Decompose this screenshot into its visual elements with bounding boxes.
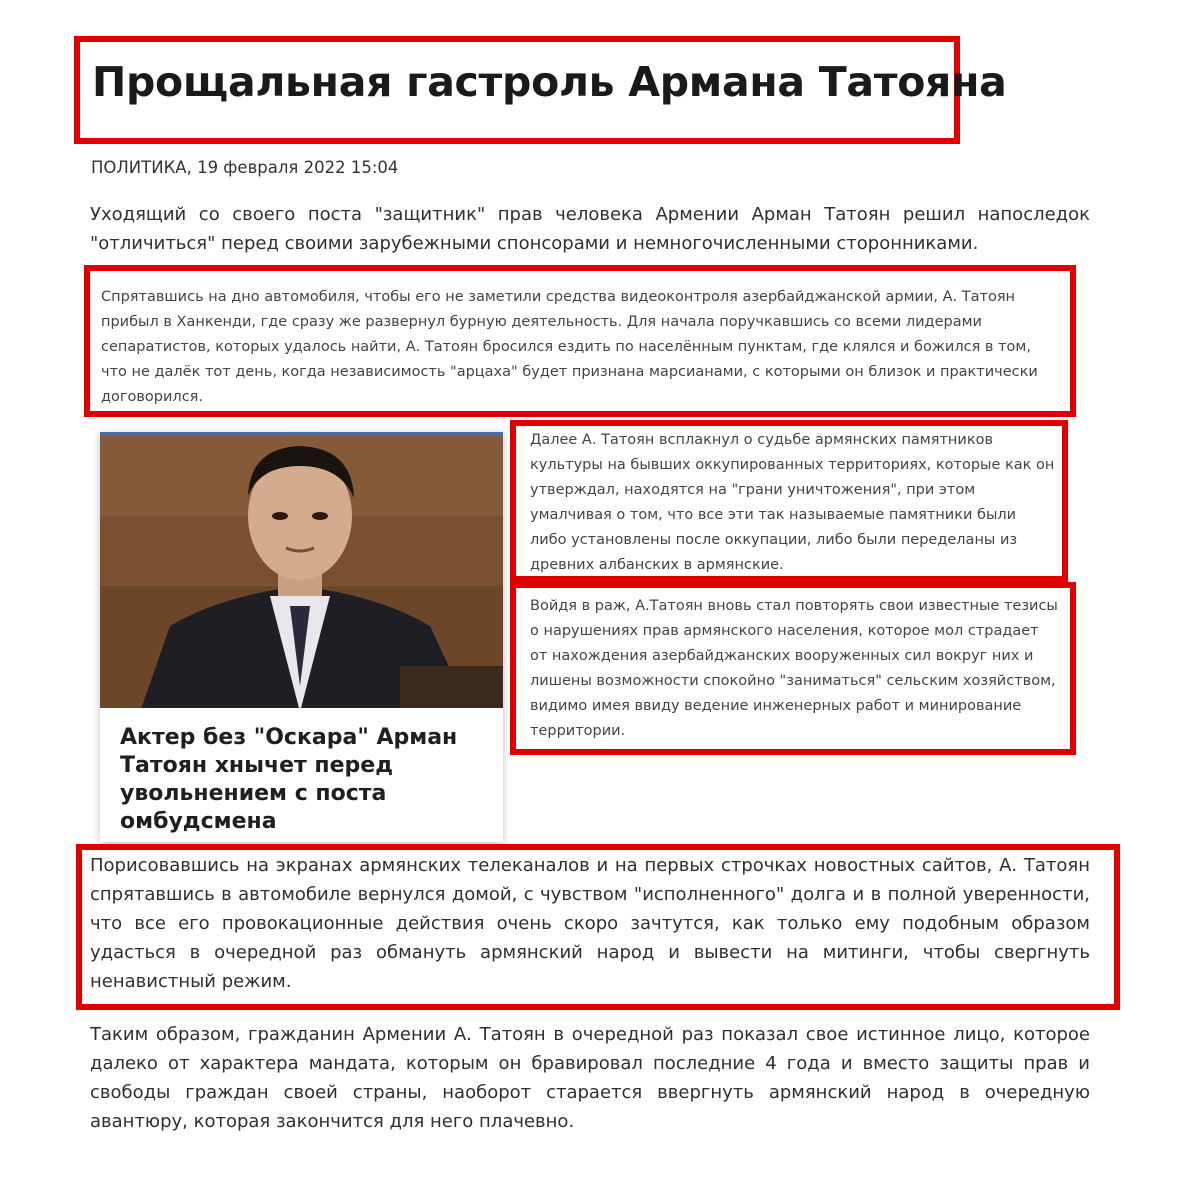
page-title: Прощальная гастроль Армана Татояна xyxy=(92,58,1007,106)
category-label[interactable]: ПОЛИТИКА xyxy=(91,158,187,177)
quote-paragraph-4: Порисовавшись на экранах армянских телеканалов и на первых строчках новостных сайтов, А. Татоян спрятавшись в автомобиле вернулся домой, с чувством "исполненного" долга и в полной уверенности, что все его провокационные действия очень скоро зачтутся, как только ему подобным образом удасться в очередной раз обмануть армянский народ и вывести на митинги, чтобы свергнуть ненавистный режим. xyxy=(90,855,1090,992)
quote-paragraph-3: Войдя в раж, А.Татоян вновь стал повторять свои известные тезисы о нарушениях прав армянского населения, которое мол страдает от нахождения азербайджанских вооруженных сил вокруг них и лишены возможности спокойно "заниматься" сельским хозяйством, видимо имея ввиду ведение инженерных работ и минирование территории. xyxy=(530,598,1058,739)
quote-paragraph-1: Спрятавшись на дно автомобиля, чтобы его не заметили средства видеоконтроля азербайджанской армии, А. Татоян прибыл в Ханкенди, где сразу же развернул бурную деятельность. Для начала поручкавшись со всеми лидерами сепаратистов, которых удалось найти, А. Татоян бросился ездить по населённым пунктам, где клялся и божился в том, что не далёк тот день, когда независимость "арцаха" будет признана марсианами, с которыми он близок и практически договорился. xyxy=(101,289,1038,405)
related-article-photo[interactable] xyxy=(100,432,503,708)
publish-date: , 19 февраля 2022 15:04 xyxy=(186,158,399,177)
quote-paragraph-2: Далее А. Татоян всплакнул о судьбе армянских памятников культуры на бывших оккупированных территориях, которые как он утверждал, находятся на "грани уничтожения", при этом умалчивая о том, что все эти так называемые памятники были либо установлены после оккупации, либо были переделаны из древних албанских в армянские. xyxy=(530,432,1055,573)
intro-paragraph: Уходящий со своего поста "защитник" прав человека Армении Арман Татоян решил напоследок "отличиться" перед своими зарубежными спонсорами и немногочисленными сторонниками. xyxy=(90,204,1090,254)
article-meta xyxy=(91,158,398,177)
portrait-illustration xyxy=(100,436,503,708)
related-article-title[interactable]: Актер без "Оскара" Арман Татоян хнычет перед увольнением с поста омбудсмена xyxy=(120,725,458,834)
closing-paragraph: Таким образом, гражданин Армении А. Татоян в очередной раз показал свое истинное лицо, которое далеко от характера мандата, которым он бравировал последние 4 года и вместо защиты прав и свободы граждан своей страны, наоборот старается ввергнуть армянский народ в очередную авантюру, которая закончится для него плачевно. xyxy=(90,1024,1090,1132)
